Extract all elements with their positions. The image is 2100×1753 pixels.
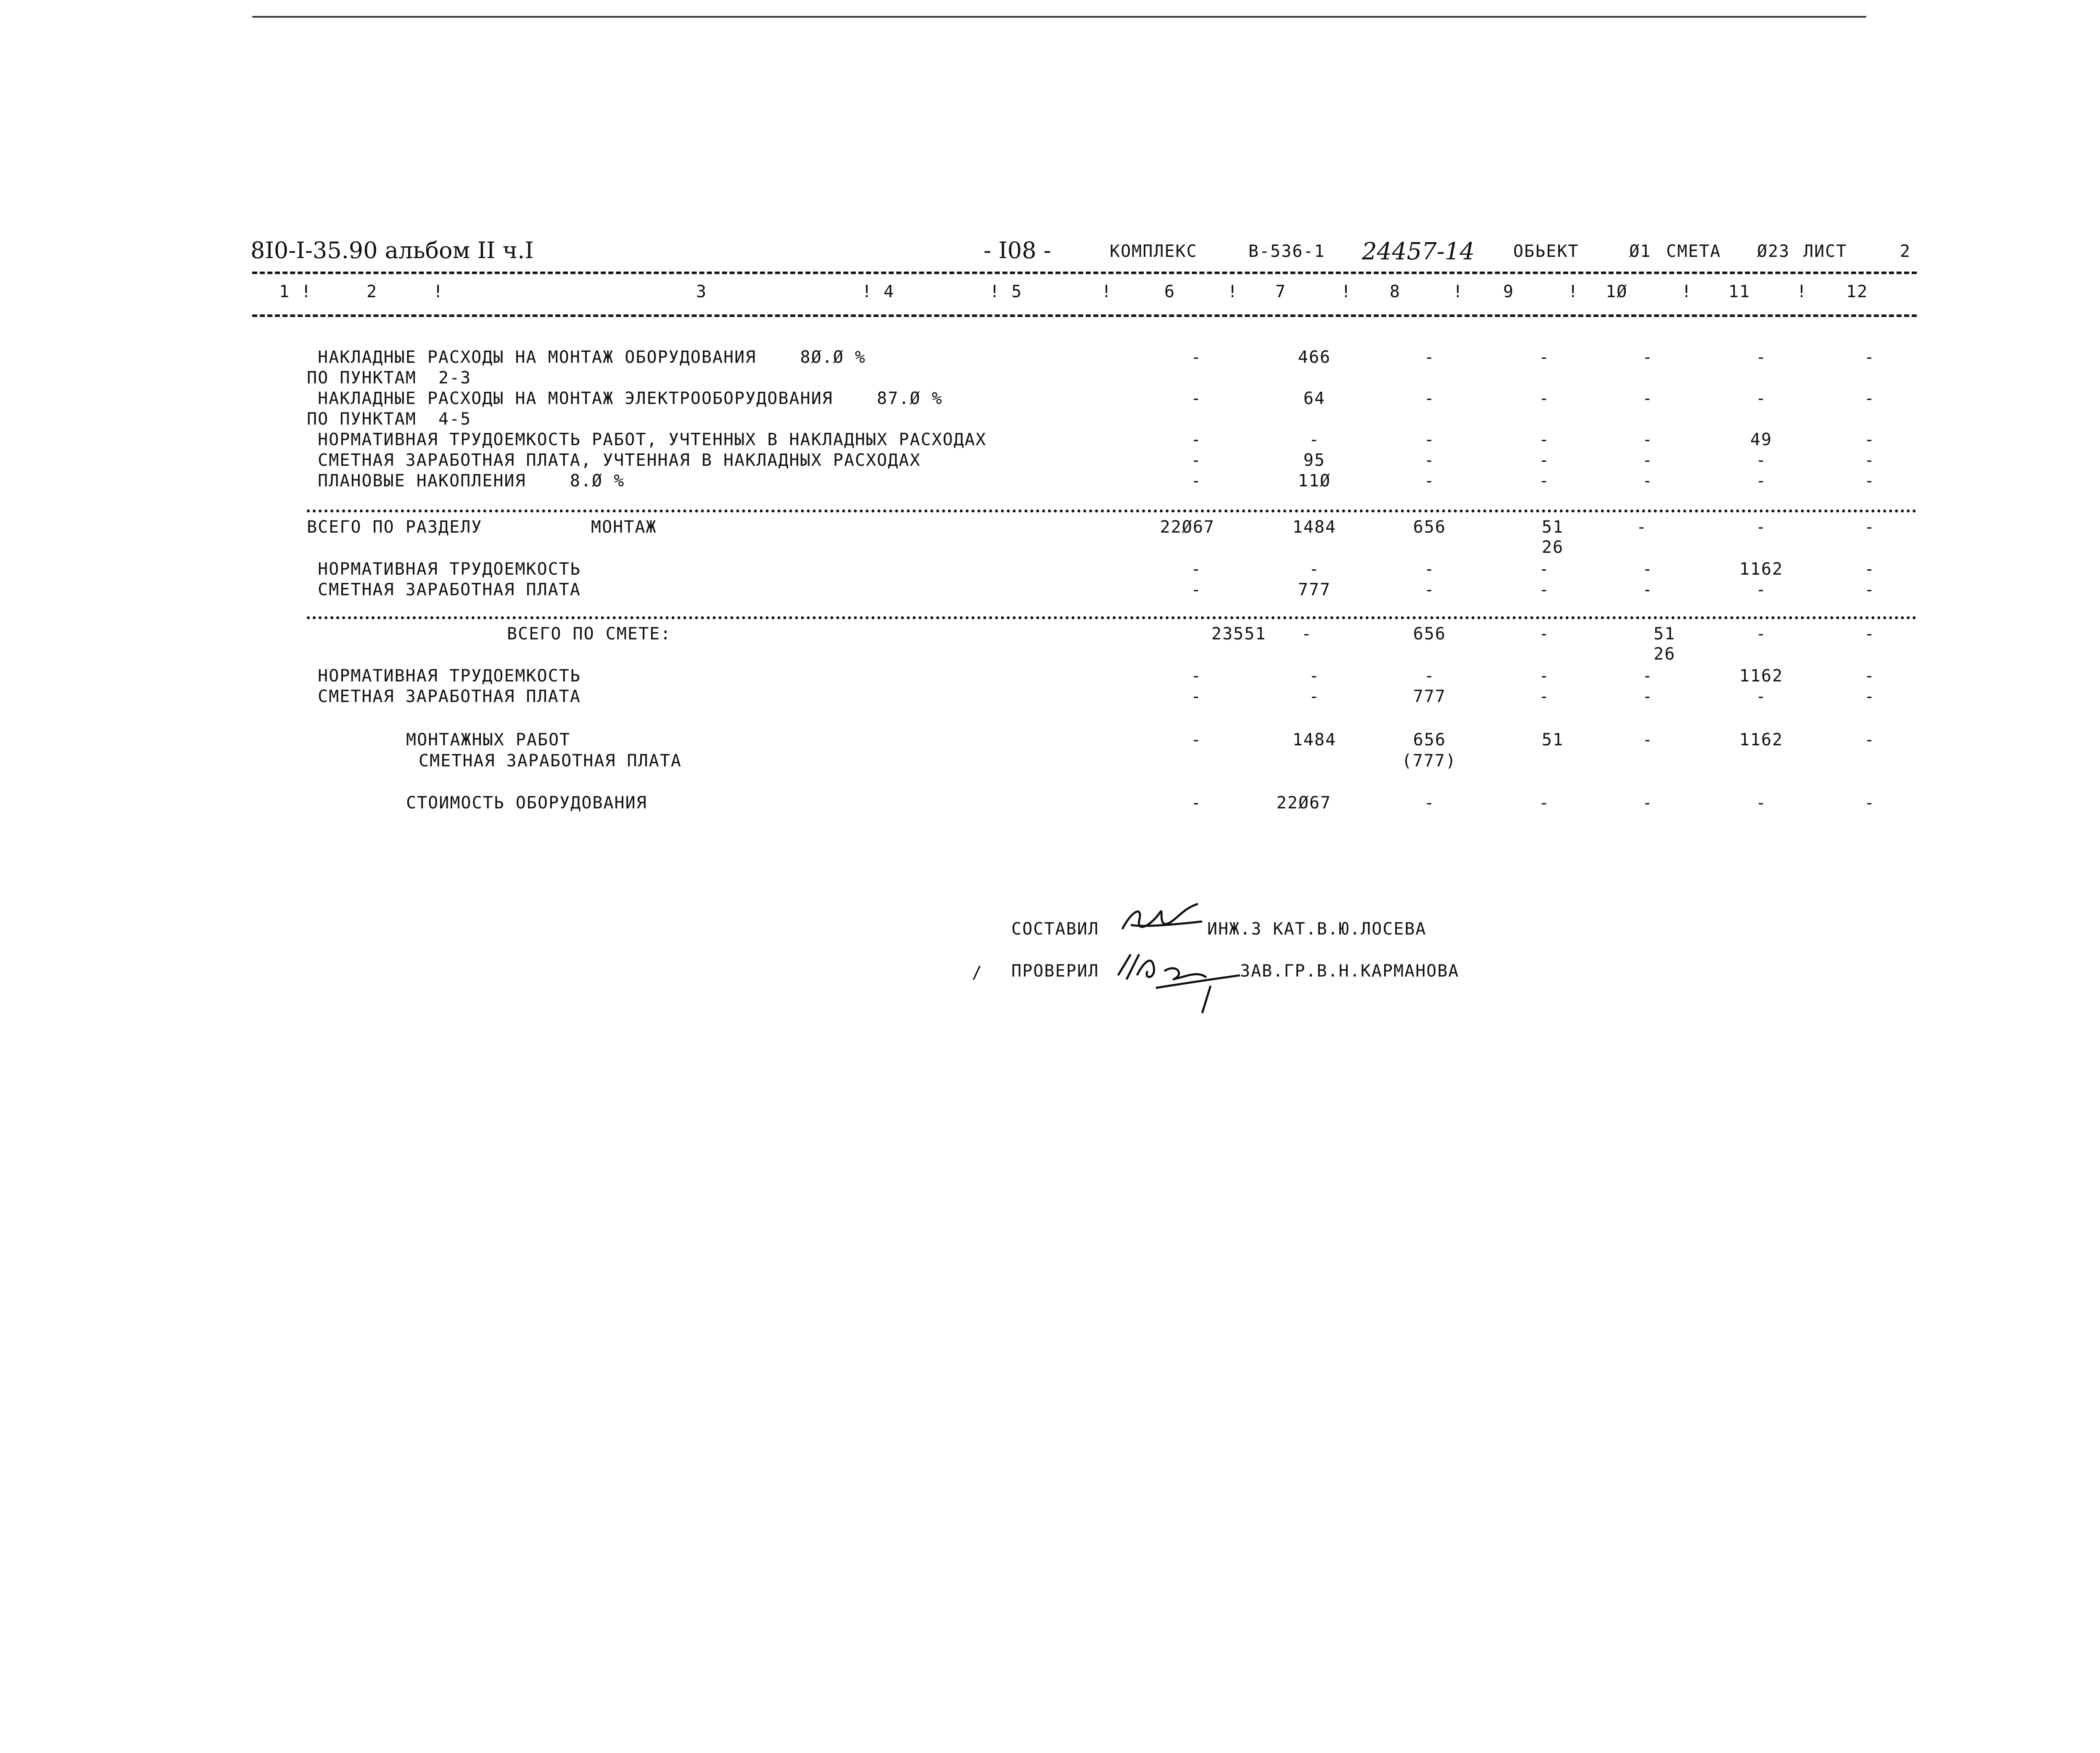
checked-label: ПРОВЕРИЛ	[1011, 961, 1099, 981]
section-total-c6: 22Ø67	[1160, 517, 1215, 537]
section-total-c7: 1484	[1292, 517, 1337, 537]
row-cell-c9: -	[1538, 348, 1550, 367]
row-label: ПО ПУНКТАМ 4-5	[307, 409, 472, 429]
col-head-12: 12	[1846, 282, 1868, 301]
header-rule-1	[252, 272, 1917, 274]
col-head-5: ! 5	[989, 282, 1023, 301]
row-cell-c7: 64	[1303, 389, 1326, 408]
row-cell-c6: -	[1190, 451, 1202, 470]
equipment-c6: -	[1190, 793, 1202, 813]
row-cell-c6: -	[1190, 666, 1202, 686]
row-cell-c8: -	[1424, 389, 1435, 408]
row-cell-c6: -	[1190, 471, 1202, 491]
estimate-total-c12: -	[1864, 624, 1876, 644]
equipment-label: СТОИМОСТЬ ОБОРУДОВАНИЯ	[406, 793, 647, 813]
row-cell-c11: -	[1755, 471, 1767, 491]
col-sep: !	[1101, 282, 1113, 301]
row-cell-c9: -	[1538, 389, 1550, 408]
col-sep: !	[1797, 282, 1808, 301]
equipment-c9: -	[1538, 793, 1550, 813]
row-label: СМЕТНАЯ ЗАРАБОТНАЯ ПЛАТА	[318, 687, 581, 706]
row-cell-c11: -	[1755, 389, 1767, 408]
row-cell-c6: -	[1190, 348, 1202, 367]
estimate-total-c10b: 26	[1653, 644, 1676, 664]
row-cell-c12: -	[1864, 348, 1876, 367]
handwritten-number: 24457-14	[1362, 238, 1475, 265]
equipment-c7: 22Ø67	[1276, 793, 1332, 813]
row-cell-c6: -	[1190, 389, 1202, 408]
row-cell-c12: -	[1864, 471, 1876, 491]
complex-code: В-536-1	[1248, 242, 1325, 261]
row-cell-c10: -	[1642, 389, 1654, 408]
section-total-c9b: 26	[1541, 538, 1564, 557]
row-cell-c8: -	[1424, 580, 1435, 599]
col-head-11: 11	[1728, 282, 1751, 301]
object-label: ОБЬЕКТ	[1513, 242, 1579, 261]
signature-compiled	[1114, 895, 1211, 942]
smeta-number: Ø23	[1757, 242, 1790, 261]
col-head-8: 8	[1390, 282, 1401, 301]
row-cell-c7: 11Ø	[1298, 471, 1331, 491]
montage-c9: 51	[1541, 730, 1564, 750]
section-total-c12: -	[1864, 517, 1876, 537]
row-cell-c7: 777	[1298, 580, 1331, 599]
row-cell-c10: -	[1642, 560, 1654, 579]
row-label: ПЛАНОВЫЕ НАКОПЛЕНИЯ 8.Ø %	[318, 471, 625, 491]
estimate-total-c7: -	[1301, 624, 1313, 644]
row-cell-c7: 466	[1298, 348, 1331, 367]
row-label: НОРМАТИВНАЯ ТРУДОЕМКОСТЬ	[318, 666, 581, 686]
sheet-label: ЛИСТ	[1803, 242, 1847, 261]
montage-c11: 1162	[1739, 730, 1783, 750]
estimate-separator	[307, 616, 1917, 619]
sheet-number: 2	[1900, 242, 1911, 261]
row-cell-c9: -	[1538, 430, 1550, 449]
top-rule	[252, 16, 1866, 18]
section-total-c8: 656	[1413, 517, 1446, 537]
col-head-3: 3	[696, 282, 707, 301]
row-cell-c8: -	[1424, 471, 1435, 491]
album-label: 8I0-I-35.90 альбом II ч.I	[251, 237, 534, 264]
equipment-c12: -	[1864, 793, 1876, 813]
estimate-total-c8: 656	[1413, 624, 1446, 644]
row-cell-c12: -	[1864, 451, 1876, 470]
row-cell-c6: -	[1190, 687, 1202, 706]
checked-by: ЗАВ.ГР.В.Н.КАРМАНОВА	[1240, 961, 1459, 981]
row-cell-c6: -	[1190, 560, 1202, 579]
row-cell-c11: -	[1755, 580, 1767, 599]
row-cell-c10: -	[1642, 348, 1654, 367]
montage-c12: -	[1864, 730, 1876, 750]
row-cell-c11: 1162	[1739, 560, 1783, 579]
row-cell-c8: 777	[1413, 687, 1446, 706]
row-cell-c12: -	[1864, 389, 1876, 408]
montage-c7: 1484	[1292, 730, 1337, 750]
row-cell-c11: -	[1755, 348, 1767, 367]
montage-c10: -	[1642, 730, 1654, 750]
row-cell-c9: -	[1538, 471, 1550, 491]
row-cell-c12: -	[1864, 560, 1876, 579]
row-cell-c10: -	[1642, 666, 1654, 686]
col-sep: !	[1341, 282, 1352, 301]
section-total-c9: 51	[1541, 517, 1564, 537]
row-cell-c12: -	[1864, 580, 1876, 599]
equipment-c10: -	[1642, 793, 1654, 813]
col-sep: !	[1227, 282, 1239, 301]
compiled-by: ИНЖ.3 КАТ.В.Ю.ЛОСЕВА	[1207, 919, 1427, 939]
row-cell-c10: -	[1642, 430, 1654, 449]
row-cell-c9: -	[1538, 687, 1550, 706]
row-cell-c7: -	[1309, 430, 1320, 449]
estimate-total-c6: 23551	[1211, 624, 1266, 644]
row-cell-c11: 1162	[1739, 666, 1783, 686]
row-cell-c7: -	[1309, 560, 1320, 579]
equipment-c8: -	[1424, 793, 1435, 813]
row-cell-c8: -	[1424, 666, 1435, 686]
row-cell-c9: -	[1538, 580, 1550, 599]
estimate-total-c10: 51	[1653, 624, 1676, 644]
row-label: СМЕТНАЯ ЗАРАБОТНАЯ ПЛАТА, УЧТЕННАЯ В НАКЛАДНЫХ РАСХОДАХ	[318, 451, 921, 470]
col-head-4: ! 4	[862, 282, 895, 301]
montage-c8: 656	[1413, 730, 1446, 750]
row-cell-c8: -	[1424, 348, 1435, 367]
signature-checked	[1114, 946, 1253, 1017]
row-cell-c7: -	[1309, 666, 1320, 686]
section-separator	[307, 510, 1917, 512]
col-head-2: 2	[367, 282, 378, 301]
row-cell-c9: -	[1538, 560, 1550, 579]
object-number: Ø1	[1629, 242, 1652, 261]
row-cell-c12: -	[1864, 666, 1876, 686]
col-head-1: 1 !	[279, 282, 312, 301]
section-total-label: ВСЕГО ПО РАЗДЕЛУ	[307, 517, 483, 537]
row-cell-c9: -	[1538, 666, 1550, 686]
col-head-9: 9	[1503, 282, 1514, 301]
row-cell-c8: -	[1424, 430, 1435, 449]
header-rule-2	[252, 314, 1917, 317]
montage-c6: -	[1190, 730, 1202, 750]
row-cell-c6: -	[1190, 580, 1202, 599]
montage-c8b: (777)	[1401, 751, 1457, 771]
row-cell-c8: -	[1424, 451, 1435, 470]
estimate-total-c9: -	[1538, 624, 1550, 644]
complex-label: КОМПЛЕКС	[1110, 242, 1198, 261]
compiled-label: СОСТАВИЛ	[1011, 919, 1099, 939]
row-cell-c8: -	[1424, 560, 1435, 579]
col-head-10: 1Ø	[1606, 282, 1628, 301]
col-sep: !	[1681, 282, 1693, 301]
row-cell-c11: 49	[1750, 430, 1773, 449]
row-cell-c10: -	[1642, 687, 1654, 706]
row-cell-c10: -	[1642, 471, 1654, 491]
row-label: НАКЛАДНЫЕ РАСХОДЫ НА МОНТАЖ ЭЛЕКТРООБОРУДОВАНИЯ 87.Ø %	[318, 389, 943, 408]
section-total-c11: -	[1755, 517, 1767, 537]
page-number: - I08 -	[984, 237, 1051, 264]
estimate-total-c11: -	[1755, 624, 1767, 644]
row-cell-c11: -	[1755, 451, 1767, 470]
section-total-name: МОНТАЖ	[591, 517, 657, 537]
row-cell-c10: -	[1642, 451, 1654, 470]
row-cell-c11: -	[1755, 687, 1767, 706]
row-label: СМЕТНАЯ ЗАРАБОТНАЯ ПЛАТА	[318, 580, 581, 599]
col-sep: !	[433, 282, 444, 301]
col-sep: !	[1453, 282, 1464, 301]
checked-tick: /	[972, 963, 983, 982]
section-total-c10: -	[1636, 517, 1648, 537]
row-cell-c12: -	[1864, 430, 1876, 449]
smeta-label: СМЕТА	[1666, 242, 1721, 261]
row-cell-c6: -	[1190, 430, 1202, 449]
montage-label: МОНТАЖНЫХ РАБОТ	[406, 730, 571, 750]
col-sep: !	[1568, 282, 1579, 301]
row-cell-c7: -	[1309, 687, 1320, 706]
row-label: ПО ПУНКТАМ 2-3	[307, 368, 472, 388]
row-cell-c9: -	[1538, 451, 1550, 470]
col-head-7: 7	[1275, 282, 1287, 301]
row-cell-c12: -	[1864, 687, 1876, 706]
row-cell-c7: 95	[1303, 451, 1326, 470]
row-label: НОРМАТИВНАЯ ТРУДОЕМКОСТЬ РАБОТ, УЧТЕННЫХ В НАКЛАДНЫХ РАСХОДАХ	[318, 430, 987, 449]
equipment-c11: -	[1755, 793, 1767, 813]
row-cell-c10: -	[1642, 580, 1654, 599]
col-head-6: 6	[1164, 282, 1176, 301]
row-label: НАКЛАДНЫЕ РАСХОДЫ НА МОНТАЖ ОБОРУДОВАНИЯ 8Ø.Ø %	[318, 348, 866, 367]
estimate-total-label: ВСЕГО ПО СМЕТЕ:	[507, 624, 672, 644]
montage-sub-label: СМЕТНАЯ ЗАРАБОТНАЯ ПЛАТА	[419, 751, 682, 771]
row-label: НОРМАТИВНАЯ ТРУДОЕМКОСТЬ	[318, 560, 581, 579]
